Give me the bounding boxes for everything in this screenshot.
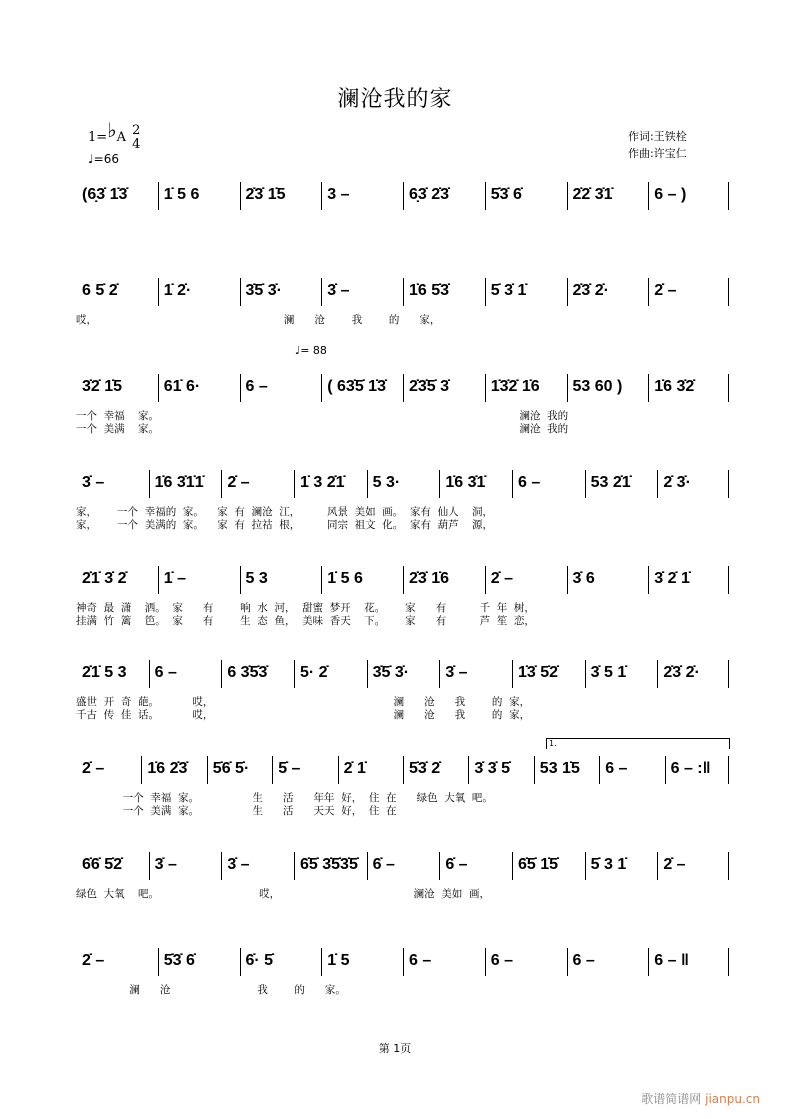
bar-line [403, 566, 404, 594]
measure: 3̇ – [445, 664, 468, 681]
score-row [76, 946, 730, 986]
measure: 1̇ 5 6 [327, 570, 363, 587]
bar-line [728, 566, 729, 594]
bar-line [321, 278, 322, 306]
measure: 6 5̇ 2̇ [82, 282, 118, 299]
bar-line [367, 470, 368, 498]
lyrics-line: 盛世 开 奇 葩。 哎， 澜 沧 我 的 家， [76, 696, 531, 708]
bar-line [321, 182, 322, 210]
bar-line [149, 660, 150, 688]
bar-line [403, 948, 404, 976]
bar-line [158, 182, 159, 210]
score-row [76, 180, 730, 220]
bar-line [567, 182, 568, 210]
measure: 2̇3̇ 2̇· [572, 282, 609, 299]
measure: 6 – [518, 474, 541, 491]
bar-line [485, 278, 486, 306]
measure: 6̇ – [445, 856, 468, 873]
measure: 6 – [245, 378, 268, 395]
measure: 6 – [605, 760, 628, 777]
watermark-en: jianpu.cn [705, 1092, 760, 1106]
measure: 1̇ 3 2̇1̇ [300, 474, 345, 491]
bar-line [221, 660, 222, 688]
measure: 3̇ 6 [572, 570, 595, 587]
measure: 3̇ – [227, 856, 250, 873]
measure: 1̇6 3̇1̇ [445, 474, 486, 491]
measure: 6 – ‖ [654, 952, 689, 969]
bar-line [585, 660, 586, 688]
measure: 5· 2̇ [300, 664, 328, 681]
bar-line [567, 374, 568, 402]
measure: 1̇ 5 [327, 952, 350, 969]
bar-line [665, 756, 666, 784]
bar-line [728, 756, 729, 784]
credits [628, 128, 687, 162]
bar-line [240, 566, 241, 594]
tempo-change: ♩= 88 [295, 344, 327, 357]
measure: 53 2̇1̇ [590, 474, 631, 491]
measure: 1̇ 5 6 [163, 186, 200, 203]
score-row [76, 276, 730, 316]
bar-line [294, 852, 295, 880]
bar-line [403, 278, 404, 306]
measure: 1̇6 3̇2̇ [654, 378, 695, 395]
measure: 6̇5̇ 3̇5̇3̇5̇ [300, 856, 358, 873]
measure: 3̇ 5 1̇ [590, 664, 627, 681]
measure: 3̇5̇ 3̇· [245, 282, 282, 299]
measure: 1̇3̇ 5̇2̇ [518, 664, 559, 681]
time-signature [132, 124, 140, 152]
bar-line [240, 182, 241, 210]
lyrics-line: 千古 传 佳 话。 哎， 澜 沧 我 的 家， [76, 709, 531, 721]
bar-line [468, 756, 469, 784]
lyrics-line: 绿色 大氧 吧。 哎， 澜沧 美如 画， [76, 888, 491, 900]
measure: 2̇3̇5̇ 3̇ [409, 378, 450, 395]
measure: 3̇2̇ 1̇5 [82, 378, 123, 395]
bar-line [657, 470, 658, 498]
tempo-value: =66 [93, 152, 119, 166]
measure: 6̇· 5̇ [245, 952, 274, 969]
quarter-note-icon: ♩ [88, 152, 94, 166]
song-title: 澜沧我的家 [337, 87, 453, 112]
bar-line [367, 852, 368, 880]
measure: 5̇ 3̇ 1̇ [490, 282, 527, 299]
lyricist: 作词:王铁栓 [628, 130, 687, 143]
lyrics-line: 澜 沧 我 的 家。 [76, 984, 346, 996]
measure: 5 3 [245, 570, 268, 587]
bar-line [403, 374, 404, 402]
measure: 2̇ – [490, 570, 513, 587]
tempo-marking [88, 152, 119, 166]
lyrics-line: 一个 幸福 家。 澜沧 我的 [76, 410, 569, 422]
bar-line [294, 660, 295, 688]
key-note: A [116, 130, 126, 145]
bar-line [599, 756, 600, 784]
measure: 2̇ – [82, 952, 105, 969]
measure: 2̇2̇ 3̇1̇ [572, 186, 613, 203]
measure: 2̇ 1̇ [343, 760, 366, 777]
lyrics-line: 一个 美满 家。 生 活 天天 好， 住 在 [76, 805, 397, 817]
measure: 1̇ 2̇· [163, 282, 192, 299]
measure: (6̣3̇ 1̇3̇ [82, 186, 128, 203]
bar-line [321, 948, 322, 976]
measure: 2̇ 3̇· [663, 474, 691, 491]
score-row [76, 468, 730, 508]
score-row [76, 754, 730, 794]
lyrics-line: 一个 美满 家。 澜沧 我的 [76, 423, 569, 435]
bar-line [648, 566, 649, 594]
measure: 5̇6̇ 5̇· [212, 760, 250, 777]
measure: 3̇ – [154, 856, 177, 873]
bar-line [585, 470, 586, 498]
bar-line [648, 374, 649, 402]
bar-line [512, 852, 513, 880]
measure: 3̇ – [327, 282, 350, 299]
measure: 53 60 ) [572, 378, 623, 395]
bar-line [403, 182, 404, 210]
flat-icon: ♭ [107, 118, 117, 142]
measure: 3̇ – [82, 474, 105, 491]
bar-line [240, 948, 241, 976]
measure: 2̇3̇ 1̇6 [409, 570, 450, 587]
bar-line [485, 566, 486, 594]
bar-line [567, 566, 568, 594]
page-number: 第 1页 [378, 1042, 412, 1055]
bar-line [221, 470, 222, 498]
composer: 作曲:许宝仁 [628, 147, 687, 160]
bar-line [294, 470, 295, 498]
bar-line [221, 852, 222, 880]
measure: 5̇3̇ 6̇ [490, 186, 522, 203]
lyrics-line: 一个 幸福 家。 生 活 年年 好， 住 在 绿色 大氧 吧。 [76, 792, 493, 804]
bar-line [485, 374, 486, 402]
bar-line [439, 470, 440, 498]
bar-line [657, 660, 658, 688]
measure: 2̇ – [227, 474, 250, 491]
measure: 6 – [572, 952, 595, 969]
measure: 2̇1̇ 5 3 [82, 664, 127, 681]
measure: 5̇3̇ 2̇ [409, 760, 441, 777]
bar-line [158, 374, 159, 402]
bar-line [728, 660, 729, 688]
measure: 1̇3̇2̇ 1̇6 [490, 378, 540, 395]
bar-line [567, 278, 568, 306]
measure: 5̇ 3 1̇ [590, 856, 627, 873]
measure: 3̇5̇ 3̇· [372, 664, 410, 681]
bar-line [512, 660, 513, 688]
bar-line [367, 660, 368, 688]
bar-line [149, 852, 150, 880]
bar-line [272, 756, 273, 784]
measure: 6 3̇5̇3̇ [227, 664, 268, 681]
score-row [76, 658, 730, 698]
measure: 53 1̇5 [539, 760, 580, 777]
bar-line [321, 374, 322, 402]
lyrics-line: 哎， 澜 沧 我 的 家， [76, 314, 441, 326]
time-bottom: 4 [132, 136, 141, 152]
measure: 2̇3̇ 1̇5 [245, 186, 286, 203]
watermark [641, 1090, 760, 1107]
bar-line [648, 182, 649, 210]
measure: 1̇ – [163, 570, 186, 587]
bar-line [141, 756, 142, 784]
measure: 3̇ 3̇ 5̇ [474, 760, 510, 777]
measure: 6 – :‖ [670, 760, 711, 777]
measure: 6̇6̇ 5̇2̇ [82, 856, 123, 873]
measure: 6 – [154, 664, 177, 681]
bar-line [403, 756, 404, 784]
bar-line [321, 566, 322, 594]
measure: 6̇ – [372, 856, 395, 873]
bar-line [439, 852, 440, 880]
measure: 1̇6 5̇3̇ [409, 282, 450, 299]
bar-line [485, 948, 486, 976]
key-label: 1= [88, 130, 108, 145]
bar-line [240, 374, 241, 402]
bar-line [439, 660, 440, 688]
measure: 6 – [409, 952, 432, 969]
bar-line [158, 948, 159, 976]
score-row [76, 372, 730, 412]
bar-line [648, 948, 649, 976]
key-signature [88, 118, 141, 152]
bar-line [158, 566, 159, 594]
measure: 6 – ) [654, 186, 687, 203]
measure: 5̇ – [278, 760, 301, 777]
measure: 61̇ 6· [163, 378, 201, 395]
bar-line [567, 948, 568, 976]
lyrics-line: 家， 一个 美满的 家。 家 有 拉祜 根， 同宗 祖文 化。 家有 葫芦 源， [76, 519, 494, 531]
bar-line [728, 470, 729, 498]
bar-line [728, 278, 729, 306]
measure: 6 – [490, 952, 513, 969]
measure: 6̇5̇ 1̇5̇ [518, 856, 559, 873]
measure: 2̇3̇ 2̇· [663, 664, 700, 681]
bar-line [728, 182, 729, 210]
measure: ( 63̇5̇ 1̇3̇ [327, 378, 386, 395]
measure: 2̇ – [663, 856, 686, 873]
measure: 2̇ – [654, 282, 677, 299]
time-top: 2 [132, 122, 141, 138]
measure: 1̇6 2̇3̇ [147, 760, 188, 777]
bar-line [648, 278, 649, 306]
lyrics-line: 家， 一个 幸福的 家。 家 有 澜沧 江， 风景 美如 画。 家有 仙人 洞， [76, 506, 494, 518]
bar-line [240, 278, 241, 306]
bar-line [728, 374, 729, 402]
bar-line [657, 852, 658, 880]
lyrics-line: 神奇 最 潇 洒。 家 有 响 水 河， 甜蜜 梦开 花。 家 有 千 年 树， [76, 602, 535, 614]
measure: 3̇ 2̇ 1̇ [654, 570, 690, 587]
bar-line [534, 756, 535, 784]
bar-line [728, 948, 729, 976]
measure: 5 3· [372, 474, 401, 491]
measure: 3 – [327, 186, 350, 203]
measure: 2̇ – [82, 760, 105, 777]
volta-bracket: 1. [546, 738, 730, 749]
measure: 6̣3̇ 2̇3̇ [409, 186, 450, 203]
bar-line [338, 756, 339, 784]
score-row [76, 850, 730, 890]
watermark-cn: 歌谱简谱网 [641, 1092, 702, 1106]
bar-line [512, 470, 513, 498]
measure: 5̇3̇ 6̇ [163, 952, 195, 969]
score-row [76, 564, 730, 604]
bar-line [207, 756, 208, 784]
bar-line [158, 278, 159, 306]
measure: 2̇1̇ 3̇ 2̇ [82, 570, 127, 587]
measure: 1̇6 3̇1̇1̇ [154, 474, 204, 491]
bar-line [485, 182, 486, 210]
lyrics-line: 挂满 竹 篱 笆。 家 有 生 态 鱼， 美味 香天 下。 家 有 芦 笙 恋， [76, 615, 535, 627]
bar-line [585, 852, 586, 880]
bar-line [149, 470, 150, 498]
bar-line [728, 852, 729, 880]
